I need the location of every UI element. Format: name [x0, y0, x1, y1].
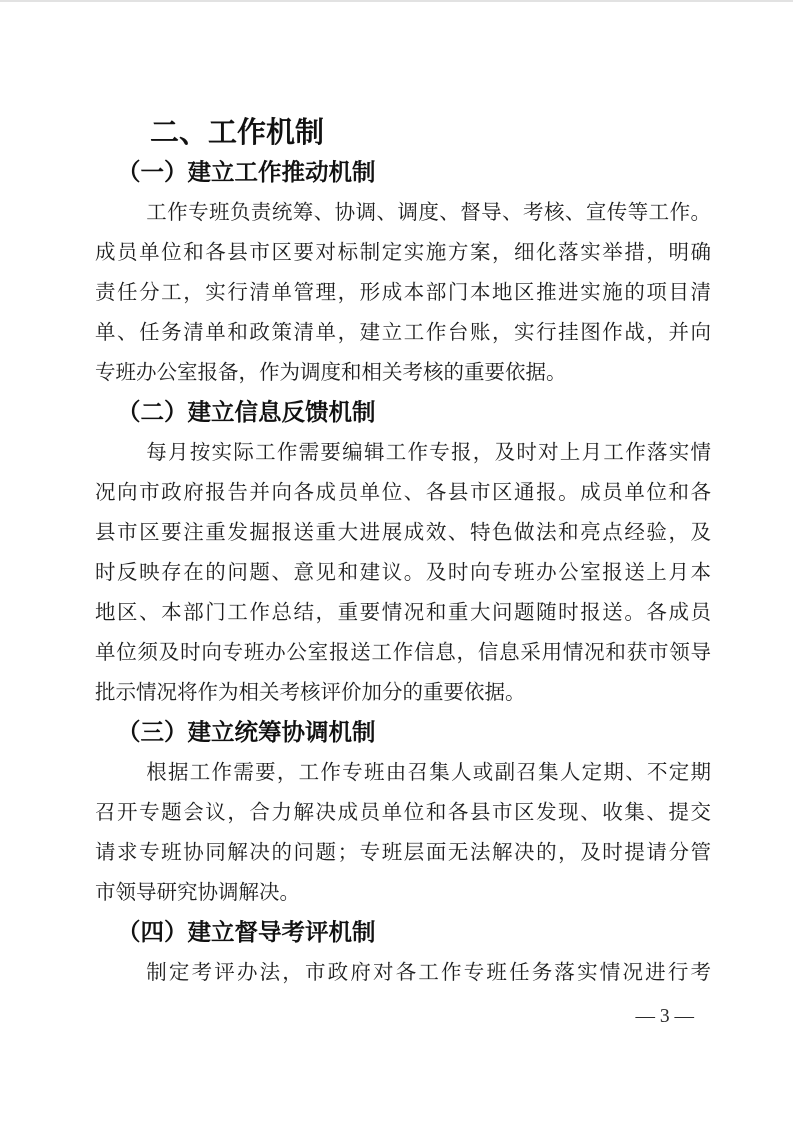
text-line: 单位须及时向专班办公室报送工作信息，信息采用情况和获市领导: [95, 642, 711, 664]
subsection-heading: （一）建立工作推动机制: [117, 160, 376, 186]
text-line: 召开专题会议，合力解决成员单位和各县市区发现、收集、提交: [95, 802, 711, 824]
text-line: 每月按实际工作需要编辑工作专报，及时对上月工作落实情: [146, 442, 711, 464]
text-line: 制定考评办法，市政府对各工作专班任务落实情况进行考: [146, 962, 711, 984]
text-line: 专班办公室报备，作为调度和相关考核的重要依据。: [95, 362, 567, 384]
scan-edge-line: [0, 0, 793, 2]
text-line: 市领导研究协调解决。: [95, 882, 300, 904]
paragraph: [95, 433, 711, 713]
text-line: 请求专班协同解决的问题；专班层面无法解决的，及时提请分管: [95, 842, 711, 864]
paragraph: [95, 193, 711, 393]
subsection-heading: （二）建立信息反馈机制: [117, 400, 376, 426]
text-line: 责任分工，实行清单管理，形成本部门本地区推进实施的项目清: [95, 282, 711, 304]
text-line: 批示情况将作为相关考核评价加分的重要依据。: [95, 682, 526, 704]
text-line: 地区、本部门工作总结，重要情况和重大问题随时报送。各成员: [95, 602, 711, 624]
text-line: 工作专班负责统筹、协调、调度、督导、考核、宣传等工作。: [146, 202, 711, 224]
subsection-heading: （四）建立督导考评机制: [117, 920, 376, 946]
text-line: 成员单位和各县市区要对标制定实施方案，细化落实举措，明确: [95, 242, 711, 264]
paragraph: [95, 753, 711, 913]
page-number: — 3 —: [635, 1006, 694, 1027]
text-line: 县市区要注重发掘报送重大进展成效、特色做法和亮点经验，及: [95, 522, 711, 544]
text-line: 时反映存在的问题、意见和建议。及时向专班办公室报送上月本: [95, 562, 711, 584]
text-line: 况向市政府报告并向各成员单位、各县市区通报。成员单位和各: [95, 482, 711, 504]
page-footer: [636, 1003, 695, 1031]
subsection-heading: （三）建立统筹协调机制: [117, 720, 376, 746]
document-body: [95, 113, 711, 993]
section-heading: 二、工作机制: [150, 117, 325, 149]
paragraph: [95, 953, 711, 993]
text-line: 根据工作需要，工作专班由召集人或副召集人定期、不定期: [146, 762, 711, 784]
text-line: 单、任务清单和政策清单，建立工作台账，实行挂图作战，并向: [95, 322, 711, 344]
